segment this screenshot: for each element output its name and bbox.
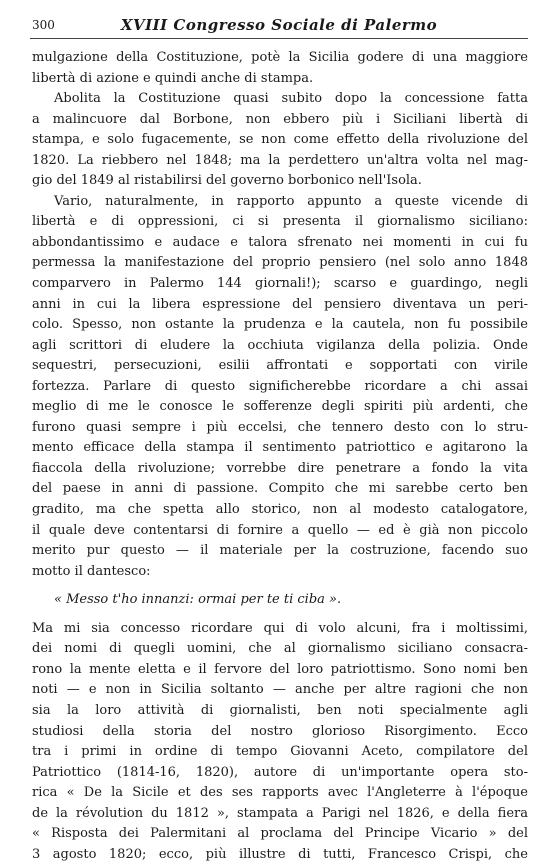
text-line: Ma mi sia concesso ricordare qui di volo alcuni, fra i moltissimi, xyxy=(32,620,528,636)
body-text xyxy=(32,48,528,865)
text-line: gio del 1849 al ristabilirsi del governo borbonico nell'Isola. xyxy=(32,173,422,189)
text-line: mulgazione della Costituzione, potè la Sicilia godere di una maggiore xyxy=(32,50,528,65)
paragraph xyxy=(32,619,528,865)
text-line: 1820. La riebbero nel 1848; ma la perdettero un'altra volta nel mag- xyxy=(32,152,528,168)
text-line: libertà di azione e quindi anche di stampa. xyxy=(32,70,314,86)
text-line: meglio di me le conosce le sofferenze degli spiriti più ardenti, che xyxy=(32,399,528,415)
text-line: rono la mente eletta e il fervore del loro patriottismo. Sono nomi ben xyxy=(32,661,528,677)
text-line: motto il dantesco: xyxy=(32,563,151,579)
text-line: Patriottico (1814-16, 1820), autore di un'importante opera sto- xyxy=(32,764,528,780)
text-line: sequestri, persecuzioni, esilii affrontati e sopportati con virile xyxy=(32,358,528,374)
text-line: gradito, ma che spetta allo storico, non al modesto catalogatore, xyxy=(32,502,528,518)
text-line: del paese in anni di passione. Compito che mi sarebbe certo ben xyxy=(32,481,528,497)
text-line: colo. Spesso, non ostante la prudenza e la cautela, non fu possibile xyxy=(32,317,528,333)
text-line: anni in cui la libera espressione del pensiero diventava un peri- xyxy=(32,296,528,312)
text-line: Vario, naturalmente, in rapporto appunto a queste vicende di xyxy=(54,193,528,209)
text-line: noti — e non in Sicilia soltanto — anche per altre ragioni che non xyxy=(32,682,528,698)
text-line: mento efficace della stampa il sentimento patriottico e agitarono la xyxy=(32,440,528,456)
text-line: fortezza. Parlare di questo significherebbe ricordare a chi assai xyxy=(32,378,528,394)
text-line: sia la loro attività di giornalisti, ben noti specialmente agli xyxy=(32,702,528,718)
text-line: rica « De la Sicile et des ses rapports avec l'Angleterre à l'époque xyxy=(32,785,528,801)
text-line: stampa, e solo fugacemente, se non come effetto della rivoluzione del xyxy=(32,132,528,148)
text-line: libertà e di oppressioni, ci si presenta il giornalismo siciliano: xyxy=(32,214,528,230)
text-line: « Risposta dei Palermitani al proclama del Principe Vicario » del xyxy=(32,826,528,842)
text-line: abbondantissimo e audace e talora sfrenato nei momenti in cui fu xyxy=(32,234,528,250)
text-line: de la révolution du 1812 », stampata a Parigi nel 1826, e della fiera xyxy=(32,805,528,821)
paragraph xyxy=(32,89,528,192)
paragraph xyxy=(32,48,528,89)
dante-quote: « Messo t'ho innanzi: ormai per te ti ciba ». xyxy=(54,592,342,608)
text-line: dei nomi di quegli uomini, che al giornalismo siciliano consacra- xyxy=(32,641,528,657)
text-line: il quale deve contentarsi di fornire a quello — ed è già non piccolo xyxy=(32,522,528,538)
text-line: Abolita la Costituzione quasi subito dopo la concessione fatta xyxy=(54,91,528,107)
page-header xyxy=(30,14,528,39)
text-line: comparvero in Palermo 144 giornali!); scarso e guardingo, negli xyxy=(32,276,528,292)
text-line: agli scrittori di eludere la occhiuta vigilanza della polizia. Onde xyxy=(32,337,528,353)
page-number: 300 xyxy=(32,18,55,32)
text-line: tra i primi in ordine di tempo Giovanni Aceto, compilatore del xyxy=(32,744,528,760)
text-line: a malincuore dal Borbone, non ebbero più i Siciliani libertà di xyxy=(32,111,528,127)
text-line: furono quasi sempre i più eccelsi, che tennero desto con lo stru- xyxy=(32,419,528,435)
running-title: XVIII Congresso Sociale di Palermo xyxy=(120,16,438,34)
text-line: 3 agosto 1820; ecco, più illustre di tutti, Francesco Crispi, che xyxy=(32,846,528,862)
text-line: fiaccola della rivoluzione; vorrebbe dire penetrare a fondo la vita xyxy=(32,460,528,476)
paragraph xyxy=(32,192,528,582)
text-line: permessa la manifestazione del proprio pensiero (nel solo anno 1848 xyxy=(32,255,528,271)
text-line: studiosi della storia del nostro glorioso Risorgimento. Ecco xyxy=(32,723,528,739)
text-line: merito pur questo — il materiale per la costruzione, facendo suo xyxy=(32,543,528,559)
